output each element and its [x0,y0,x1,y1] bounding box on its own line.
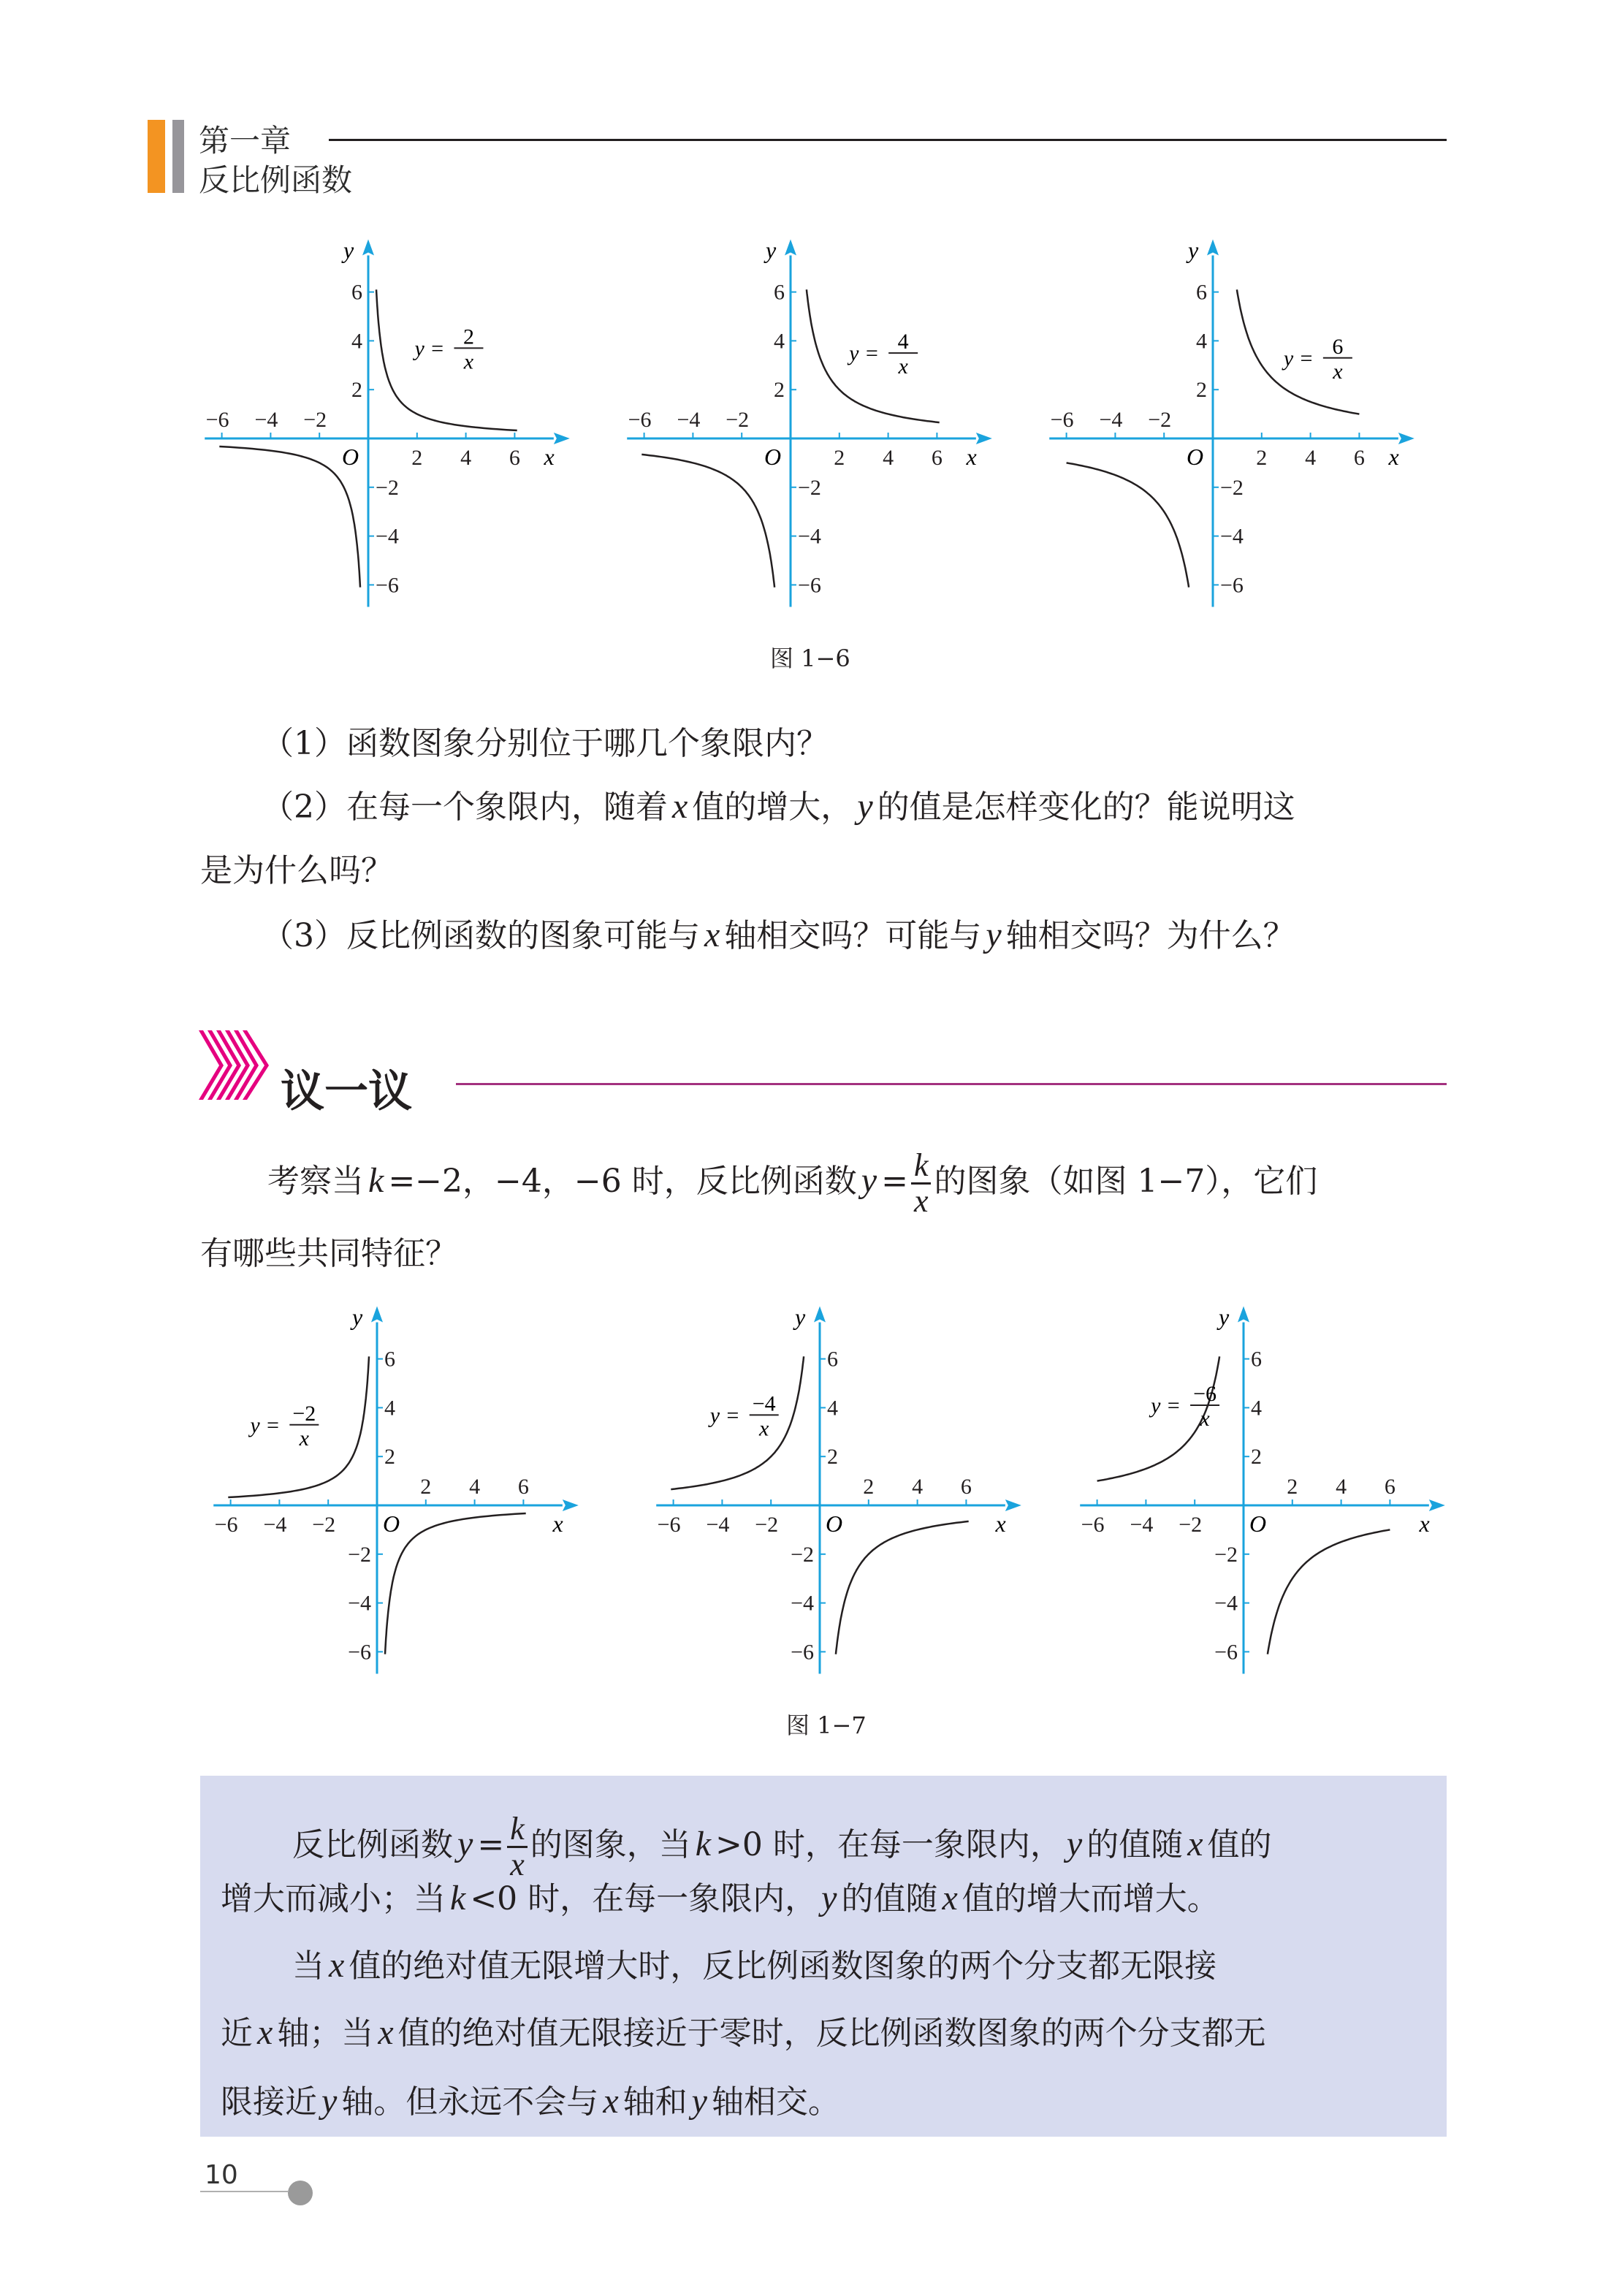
equation-lhs: y = [709,1403,740,1428]
chart-k-neg2 [209,1303,574,1688]
text: 值的增大而增大。 [962,1880,1219,1917]
section-rule [456,1083,1447,1085]
x-axis-label: x [995,1510,1006,1537]
y-axis-label: y [1188,236,1199,263]
x-axis-label: x [1419,1510,1430,1537]
question-2-line-2: 是为什么吗？ [200,852,393,889]
x-tick-label: 6 [931,446,943,470]
header-rule [329,139,1447,141]
denominator: x [913,1183,929,1220]
text: 轴相交。 [711,2083,840,2121]
x-tick-label: −6 [657,1513,681,1537]
origin-label: O [1249,1510,1267,1537]
summary-line-3 [292,1948,1216,1983]
y-axis-label: y [343,236,354,263]
x-tick-label: 2 [1256,446,1268,470]
fraction-k-over-x [911,1149,932,1218]
origin-label: O [342,444,359,470]
chevron-icon [197,1023,278,1107]
x-tick-label: 4 [912,1475,924,1499]
y-tick-label: −2 [376,475,399,500]
y-tick-label: 4 [1196,329,1207,354]
x-tick-label: −4 [1130,1513,1154,1537]
y-tick-label: 6 [1196,280,1207,305]
equation-lhs: y = [1283,346,1314,370]
text: =−2，−4，−6 时，反比例函数 [388,1163,857,1201]
x-tick-label: 4 [1305,446,1317,470]
chart-k-6 [1045,236,1410,621]
equation-numerator: −4 [752,1391,776,1416]
var-y: y [861,1161,877,1201]
x-tick-label: −2 [312,1513,336,1537]
y-tick-label: −2 [348,1542,371,1567]
var-x: x [704,916,720,954]
y-axis-arrow-icon [362,240,374,256]
x-tick-label: 4 [1336,1475,1347,1499]
var-x: x [1187,1825,1203,1864]
discuss-line-1 [267,1149,1317,1218]
x-axis-label: x [1388,444,1399,470]
x-tick-label: −6 [205,408,229,432]
var-x: x [603,2082,619,2121]
equation-numerator: 6 [1332,334,1344,359]
text: 值的绝对值无限增大时，反比例函数图象的两个分支都无限接 [349,1947,1217,1985]
curve-branch-left [228,1356,369,1497]
text: 限接近 [221,2083,317,2121]
curve-branch-left [1067,463,1189,587]
text: 轴相交吗？为什么？ [1005,917,1295,954]
x-tick-label: −2 [755,1513,779,1537]
numerator: k [507,1812,528,1848]
chapter-number: 第一章 [199,123,292,159]
y-tick-label: 6 [384,1347,395,1372]
text: 的值是怎样变化的？能说明这 [877,788,1295,826]
y-axis-arrow-icon [1238,1307,1249,1323]
text: 考察当 [267,1163,364,1201]
x-tick-label: 2 [411,446,423,470]
y-tick-label: −6 [376,573,399,598]
equation-denominator: x [463,349,474,374]
x-tick-label: −2 [726,408,750,432]
chapter-title: 反比例函数 [199,162,353,198]
equation-denominator: x [1200,1407,1210,1432]
y-tick-label: −4 [1214,1591,1238,1616]
chapter-gray-bar [172,120,184,193]
x-tick-label: 6 [960,1475,972,1499]
x-tick-label: 2 [420,1475,432,1499]
footer-rule [200,2191,288,2192]
y-tick-label: −6 [348,1640,371,1665]
text: 轴。但永远不会与 [341,2083,599,2121]
text: 当 [292,1947,324,1985]
equation-numerator: −2 [292,1401,316,1426]
x-tick-label: 6 [517,1475,529,1499]
y-axis-label: y [795,1303,806,1330]
y-tick-label: 4 [827,1396,838,1421]
text: 轴相交吗？可能与 [724,917,982,954]
var-x: x [329,1946,345,1985]
var-y: y [821,1879,837,1917]
y-tick-label: −4 [376,524,399,549]
text: 值的 [1207,1826,1272,1864]
text: （2）在每一个象限内，随着 [262,788,668,826]
y-axis-arrow-icon [1207,240,1219,256]
page-number: 10 [205,2160,238,2190]
summary-line-1 [292,1812,1272,1882]
y-tick-label: −2 [791,1542,814,1567]
equation-numerator: −6 [1193,1382,1217,1407]
x-tick-label: 2 [1287,1475,1298,1499]
y-tick-label: 2 [351,378,362,403]
x-tick-label: 4 [469,1475,481,1499]
y-tick-label: 2 [827,1445,838,1470]
y-tick-label: 4 [774,329,785,354]
chart-k-neg4 [652,1303,1017,1688]
text: 轴和 [622,2083,688,2121]
var-k: k [368,1161,384,1201]
x-axis-arrow-icon [976,433,992,444]
y-tick-label: 4 [1251,1396,1262,1421]
x-tick-label: −6 [628,408,652,432]
curve-branch-right [1268,1529,1390,1654]
x-tick-label: −4 [263,1513,287,1537]
text: 的值随 [1086,1826,1184,1864]
x-tick-label: −2 [1179,1513,1203,1537]
y-axis-label: y [1219,1303,1230,1330]
var-x: x [378,2013,394,2052]
x-tick-label: −4 [254,408,278,432]
curve-branch-left [219,446,360,588]
var-y: y [857,787,873,826]
equation-denominator: x [1333,359,1343,384]
y-tick-label: 6 [827,1347,838,1372]
x-axis-arrow-icon [1398,433,1415,444]
y-tick-label: −2 [1214,1542,1238,1567]
x-tick-label: −6 [1081,1513,1105,1537]
text: 近 [221,2015,253,2052]
x-tick-label: −4 [1099,408,1123,432]
var-k: k [450,1879,466,1917]
fraction-k-over-x [507,1812,528,1882]
var-x: x [257,2013,273,2052]
x-tick-label: −4 [706,1513,730,1537]
y-tick-label: −6 [791,1640,814,1665]
origin-label: O [383,1510,400,1537]
var-y: y [321,2082,338,2121]
y-axis-arrow-icon [371,1307,383,1323]
x-tick-label: −2 [1148,408,1172,432]
y-tick-label: 6 [774,280,785,305]
chart-k-4 [622,236,988,621]
y-tick-label: −4 [1220,524,1244,549]
curve-branch-right [836,1521,969,1654]
x-tick-label: 6 [1384,1475,1396,1499]
y-tick-label: −4 [791,1591,814,1616]
x-axis-arrow-icon [1429,1499,1445,1511]
text: 的图象（如图 1−7），它们 [934,1163,1318,1201]
chapter-orange-bar [148,120,165,193]
x-axis-arrow-icon [1005,1499,1021,1511]
denominator: x [510,1847,525,1883]
equation-lhs: y = [250,1413,281,1437]
text: >0 时，在每一象限内， [715,1826,1062,1864]
var-y: y [457,1825,473,1864]
x-axis-label: x [966,444,977,470]
footer-dot [288,2181,313,2205]
text: 值的绝对值无限接近于零时，反比例函数图象的两个分支都无 [397,2015,1266,2052]
question-1: （1）函数图象分别位于哪几个象限内？ [262,725,829,762]
y-tick-label: −6 [798,573,821,598]
text: 增大而减小；当 [221,1880,446,1917]
y-axis-arrow-icon [785,240,796,256]
chart-k-neg6 [1075,1303,1441,1688]
figure-1-6-caption: 图 1−6 [770,645,850,672]
y-axis-label: y [766,236,777,263]
y-axis-arrow-icon [814,1307,826,1323]
section-title: 议一议 [281,1066,412,1117]
y-tick-label: 6 [1251,1347,1262,1372]
text: 值的增大， [692,788,853,826]
y-tick-label: 4 [351,329,362,354]
summary-line-4 [221,2015,1266,2050]
text: 轴；当 [277,2015,374,2052]
x-tick-label: 6 [1353,446,1365,470]
y-tick-label: 2 [1251,1445,1262,1470]
y-tick-label: −6 [1214,1640,1238,1665]
var-y: y [986,916,1002,954]
y-tick-label: 4 [384,1396,395,1421]
curve-branch-right [385,1513,526,1654]
discuss-line-2: 有哪些共同特征？ [200,1235,457,1272]
y-tick-label: 6 [351,280,362,305]
equation-numerator: 4 [897,330,909,354]
question-2-line-1 [262,789,1295,824]
chart-k-2 [200,236,566,621]
summary-line-2 [221,1881,1219,1916]
var-y: y [1066,1825,1083,1864]
origin-label: O [1187,444,1204,470]
text: = [881,1163,908,1201]
y-tick-label: 2 [1196,378,1207,403]
origin-label: O [826,1510,843,1537]
numerator: k [911,1149,932,1185]
x-tick-label: 6 [509,446,520,470]
y-tick-label: 2 [384,1445,395,1470]
text: 的图象，当 [530,1826,691,1864]
figure-1-7-caption: 图 1−7 [786,1711,867,1739]
x-tick-label: 4 [460,446,472,470]
curve-branch-left [641,455,774,588]
var-y: y [691,2082,707,2121]
x-axis-label: x [544,444,555,470]
text: 反比例函数 [292,1826,453,1864]
equation-lhs: y = [414,336,445,361]
equation-denominator: x [898,354,908,379]
x-tick-label: −6 [1050,408,1074,432]
summary-line-5 [221,2084,840,2119]
x-tick-label: 2 [863,1475,875,1499]
x-tick-label: −4 [677,408,701,432]
x-tick-label: 4 [883,446,894,470]
equation-denominator: x [759,1416,769,1441]
y-tick-label: 2 [774,378,785,403]
var-k: k [695,1825,712,1864]
equation-lhs: y = [849,341,880,366]
equation-denominator: x [299,1426,309,1451]
x-axis-arrow-icon [554,433,570,444]
x-tick-label: −6 [214,1513,238,1537]
equation-numerator: 2 [462,324,474,349]
y-tick-label: −2 [1220,475,1244,500]
question-3 [262,918,1295,953]
text: 的值随 [841,1880,938,1917]
y-tick-label: −4 [348,1591,371,1616]
y-tick-label: −4 [798,524,821,549]
curve-branch-right [376,289,517,430]
var-x: x [942,1879,958,1917]
text: （3）反比例函数的图象可能与 [262,917,700,954]
origin-label: O [764,444,782,470]
y-tick-label: −6 [1220,573,1244,598]
y-axis-label: y [352,1303,363,1330]
text: <0 时，在每一象限内， [470,1880,818,1917]
equation-lhs: y = [1151,1394,1181,1418]
y-tick-label: −2 [798,475,821,500]
x-axis-arrow-icon [563,1499,579,1511]
text: = [477,1826,505,1864]
var-x: x [672,787,688,826]
x-axis-label: x [552,1510,563,1537]
x-tick-label: 2 [834,446,845,470]
x-tick-label: −2 [303,408,327,432]
